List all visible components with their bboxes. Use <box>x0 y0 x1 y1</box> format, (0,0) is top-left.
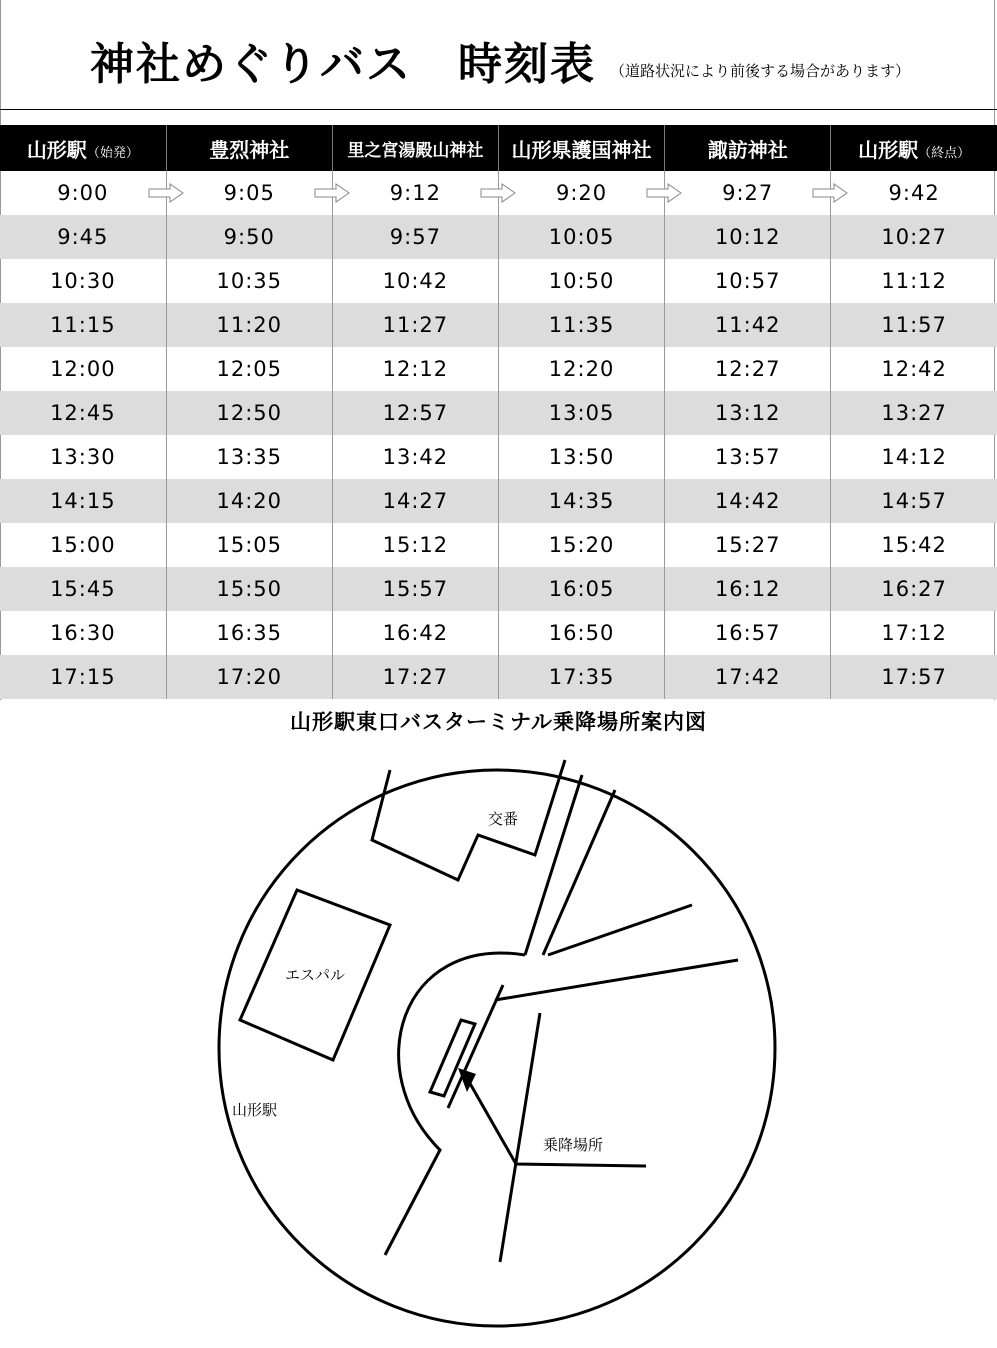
time-cell: 13:05 <box>498 391 664 435</box>
time-cell: 9:50 <box>166 215 332 259</box>
time-cell: 14:42 <box>665 479 831 523</box>
time-cell: 9:05 <box>166 171 332 215</box>
time-cell: 12:45 <box>0 391 166 435</box>
koban-label: 交番 <box>488 810 519 828</box>
time-cell: 13:50 <box>498 435 664 479</box>
schedule-note: （道路状況により前後する場合があります） <box>610 62 911 80</box>
time-cell: 12:05 <box>166 347 332 391</box>
time-cell: 15:05 <box>166 523 332 567</box>
time-cell: 17:12 <box>831 611 997 655</box>
time-cell: 9:45 <box>0 215 166 259</box>
time-cell: 12:50 <box>166 391 332 435</box>
time-cell: 17:27 <box>332 655 498 699</box>
time-cell: 10:42 <box>332 259 498 303</box>
stop-header: 里之宮湯殿山神社 <box>332 125 498 171</box>
time-cell: 11:15 <box>0 303 166 347</box>
time-cell: 15:42 <box>831 523 997 567</box>
time-cell: 11:42 <box>665 303 831 347</box>
time-cell: 11:20 <box>166 303 332 347</box>
time-cell: 14:12 <box>831 435 997 479</box>
stop-header: 豊烈神社 <box>166 125 332 171</box>
time-cell: 13:57 <box>665 435 831 479</box>
time-cell: 13:42 <box>332 435 498 479</box>
time-cell: 15:12 <box>332 523 498 567</box>
time-cell: 12:20 <box>498 347 664 391</box>
time-cell: 12:12 <box>332 347 498 391</box>
time-cell: 12:00 <box>50 357 116 381</box>
time-cell: 17:57 <box>831 655 997 699</box>
stop-header: 山形県護国神社 <box>498 125 664 171</box>
time-cell: 9:00 <box>0 171 166 215</box>
time-cell: 14:57 <box>831 479 997 523</box>
koban-building <box>372 760 565 880</box>
time-cell: 11:27 <box>332 303 498 347</box>
time-cell: 13:30 <box>50 445 116 469</box>
time-cell: 13:27 <box>831 391 997 435</box>
time-cell: 10:50 <box>498 259 664 303</box>
road-line <box>500 1013 540 1262</box>
time-cell: 17:42 <box>665 655 831 699</box>
platform-line <box>448 985 503 1108</box>
arrow-right-icon <box>480 183 516 203</box>
time-cell: 16:12 <box>665 567 831 611</box>
time-cell: 13:12 <box>665 391 831 435</box>
time-cell: 16:50 <box>498 611 664 655</box>
road-line <box>543 790 615 955</box>
time-cell: 9:57 <box>332 215 498 259</box>
time-cell: 15:45 <box>0 567 166 611</box>
time-cell: 16:35 <box>166 611 332 655</box>
time-cell: 10:05 <box>498 215 664 259</box>
stop-header: 山形駅（終点） <box>831 125 997 171</box>
station-label: 山形駅 <box>232 1101 278 1119</box>
time-cell: 9:12 <box>332 171 498 215</box>
espal-label: エスパル <box>285 966 346 984</box>
time-cell: 12:27 <box>665 347 831 391</box>
time-cell: 17:35 <box>498 655 664 699</box>
time-cell: 14:27 <box>332 479 498 523</box>
time-cell: 10:30 <box>50 269 116 293</box>
time-cell: 12:42 <box>831 347 997 391</box>
arrow-right-icon <box>314 183 350 203</box>
time-cell: 14:35 <box>498 479 664 523</box>
time-cell: 11:57 <box>831 303 997 347</box>
time-cell: 10:27 <box>831 215 997 259</box>
page-title: 神社めぐりバス 時刻表 <box>90 39 596 90</box>
road-line <box>495 960 738 1000</box>
time-cell: 16:57 <box>665 611 831 655</box>
time-cell: 17:20 <box>166 655 332 699</box>
time-cell: 17:15 <box>0 655 166 699</box>
time-cell: 15:00 <box>50 533 116 557</box>
time-cell: 10:12 <box>665 215 831 259</box>
time-cell: 14:20 <box>166 479 332 523</box>
time-cell: 16:42 <box>332 611 498 655</box>
time-cell: 16:05 <box>498 567 664 611</box>
time-cell: 13:35 <box>166 435 332 479</box>
stop-header: 諏訪神社 <box>665 125 831 171</box>
time-cell: 10:57 <box>665 259 831 303</box>
time-cell: 15:57 <box>332 567 498 611</box>
bus-stop-label: 乗降場所 <box>543 1136 604 1154</box>
time-cell: 11:35 <box>498 303 664 347</box>
arrow-right-icon <box>148 183 184 203</box>
time-cell: 15:27 <box>665 523 831 567</box>
time-cell: 16:30 <box>50 621 116 645</box>
time-cell: 14:15 <box>0 479 166 523</box>
time-cell: 12:57 <box>332 391 498 435</box>
time-cell: 15:20 <box>498 523 664 567</box>
arrow-right-icon <box>646 183 682 203</box>
time-cell: 16:27 <box>831 567 997 611</box>
time-cell: 15:50 <box>166 567 332 611</box>
map-title: 山形駅東口バスターミナル乗降場所案内図 <box>290 710 707 734</box>
road-line <box>548 905 692 955</box>
time-cell: 11:12 <box>831 259 997 303</box>
time-cell: 9:20 <box>498 171 664 215</box>
stop-header: 山形駅（始発） <box>0 125 166 171</box>
time-cell: 9:27 <box>665 171 831 215</box>
arrow-right-icon <box>812 183 848 203</box>
time-cell: 10:35 <box>166 259 332 303</box>
time-cell: 9:42 <box>831 171 997 215</box>
